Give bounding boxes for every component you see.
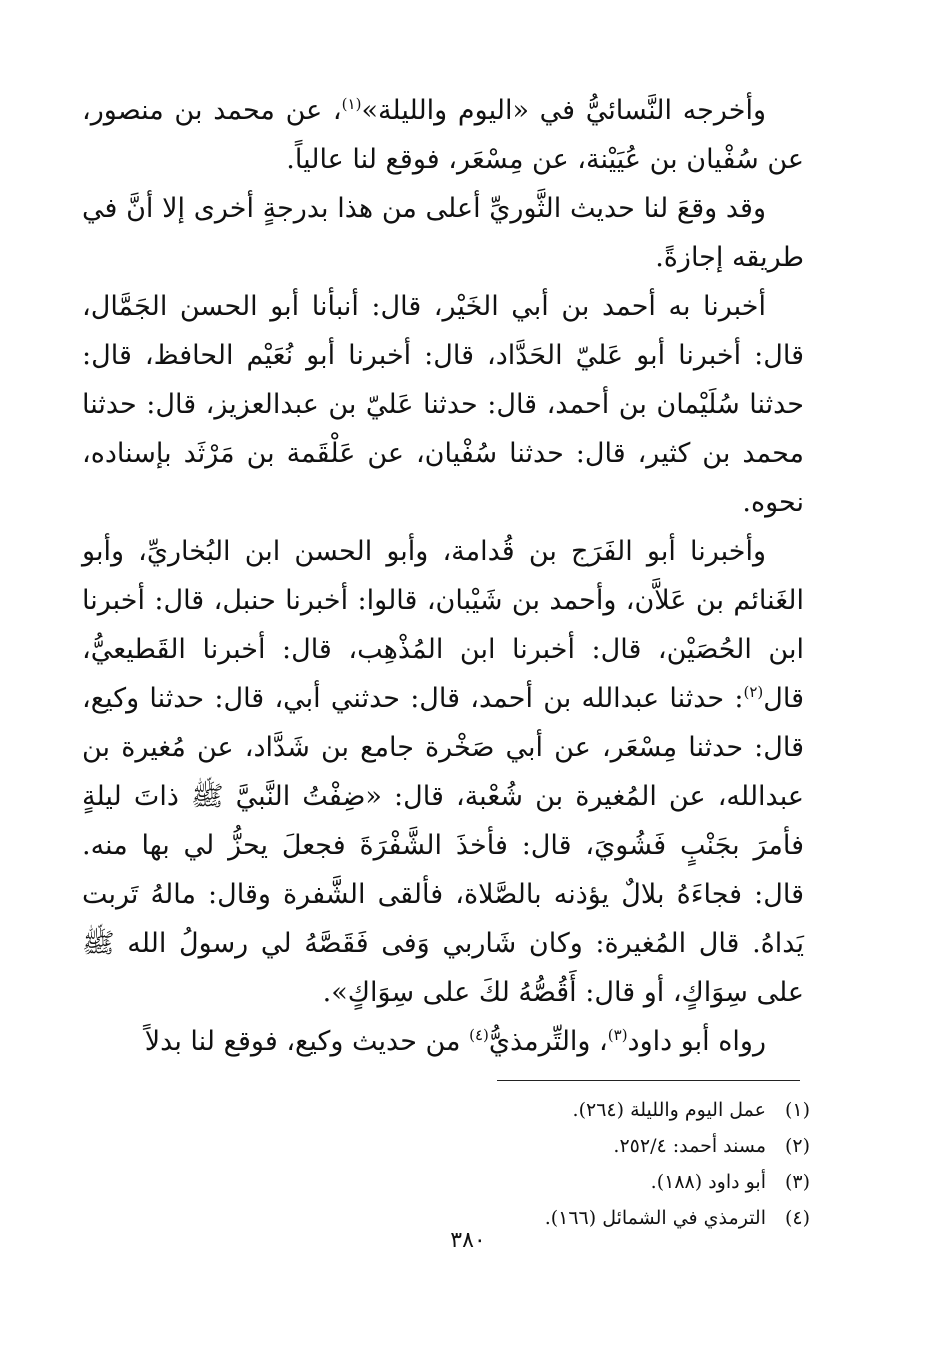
paragraph-text: وأخبرنا أبو الفَرَج بن قُدامة، وأبو الحسن ابن البُخاريِّ، وأبو الغَنائم بن عَلاَّن، وأحمد بن شَيْبان، قالوا: أخبرنا حنبل، قال: أخبرنا ابن الحُصَيْن، قال: أخبرنا ابن المُذْهِب، قال: أخبرنا القَطيعيُّ، قال — [82, 536, 804, 714]
paragraph-4 — [82, 527, 804, 1017]
footnote-number: (٣) — [784, 1171, 810, 1193]
main-text — [82, 86, 804, 1066]
paragraph-text: رواه أبو داود — [627, 1026, 766, 1057]
footnote-number: (١) — [784, 1099, 810, 1121]
footnote-1 — [300, 1092, 810, 1128]
footnote-divider — [497, 1080, 800, 1081]
footnote-4 — [300, 1200, 810, 1236]
paragraph-3: أخبرنا به أحمد بن أبي الخَيْر، قال: أنبأنا أبو الحسن الجَمَّال، قال: أخبرنا أبو عَليّ الحَدَّاد، قال: أخبرنا أبو نُعَيْم الحافظ، قال: حدثنا سُلَيْمان بن أحمد، قال: حدثنا عَليّ بن عبدالعزيز، قال: حدثنا محمد بن كثير، قال: حدثنا سُفْيان، عن عَلْقَمة بن مَرْثَد بإسناده، نحوه. — [82, 291, 804, 518]
paragraph-text: وأخرجه النَّسائيُّ في «اليوم والليلة» — [361, 95, 766, 126]
paragraph-text: من حديث وكيع، فوقع لنا بدلاً — [144, 1026, 470, 1057]
footnotes — [300, 1092, 810, 1236]
footnote-text: مسند أحمد: ٢٥٢/٤. — [613, 1135, 766, 1157]
footnote-2 — [300, 1128, 810, 1164]
paragraph-text: ، عن محمد بن منصور، عن سُفْيان بن عُيَيْنة، عن مِسْعَر، فوقع لنا عالياً. — [82, 95, 804, 175]
paragraph-5 — [82, 1017, 804, 1066]
footnote-text: عمل اليوم والليلة (٢٦٤). — [572, 1099, 766, 1121]
footnote-marker-1[interactable]: (١) — [341, 95, 362, 113]
footnote-text: أبو داود (١٨٨). — [650, 1171, 766, 1193]
footnote-number: (٤) — [784, 1207, 810, 1229]
footnote-marker-4[interactable]: (٤) — [469, 1026, 489, 1044]
paragraph-2: وقد وقعَ لنا حديث الثَّوريِّ أعلى من هذا بدرجةٍ أخرى إلا أنَّ في طريقه إجازةً. — [82, 193, 804, 273]
paragraph-text: : حدثنا عبدالله بن أحمد، قال: حدثني أبي، قال: حدثنا وكيع، قال: حدثنا مِسْعَر، عن أبي صَخْرة جامع بن شَدَّاد، عن مُغيرة بن عبدالله، عن المُغيرة بن شُعْبة، قال: «ضِفْتُ النَّبيَّ ﷺ ذاتَ ليلةٍ فأمرَ بجَنْبٍ فَشُويَ، قال: فأخذَ الشَّفْرَةَ فجعلَ يحزُّ لي بها منه. قال: فجاءَهُ بلالٌ يؤذنه بالصَّلاة، فألقى الشَّفرة وقال: مالهُ تَربت يَداهُ. قال المُغيرة: وكان شَاربي وَفى فَقَصَّهُ لي رسولُ الله ﷺ على سِوَاكٍ، أو قال: أَقُصُّهُ لكَ على سِوَاكٍ». — [82, 683, 804, 1008]
footnote-text: الترمذي في الشمائل (١٦٦). — [544, 1207, 766, 1229]
paragraph-1 — [82, 86, 804, 184]
page-number: ٣٨٠ — [450, 1228, 486, 1253]
footnote-marker-2[interactable]: (٢) — [743, 683, 764, 701]
footnote-3 — [300, 1164, 810, 1200]
paragraph-text: ، والتِّرمذيُّ — [488, 1026, 608, 1057]
footnote-marker-3[interactable]: (٣) — [607, 1026, 628, 1044]
footnote-number: (٢) — [784, 1135, 810, 1157]
